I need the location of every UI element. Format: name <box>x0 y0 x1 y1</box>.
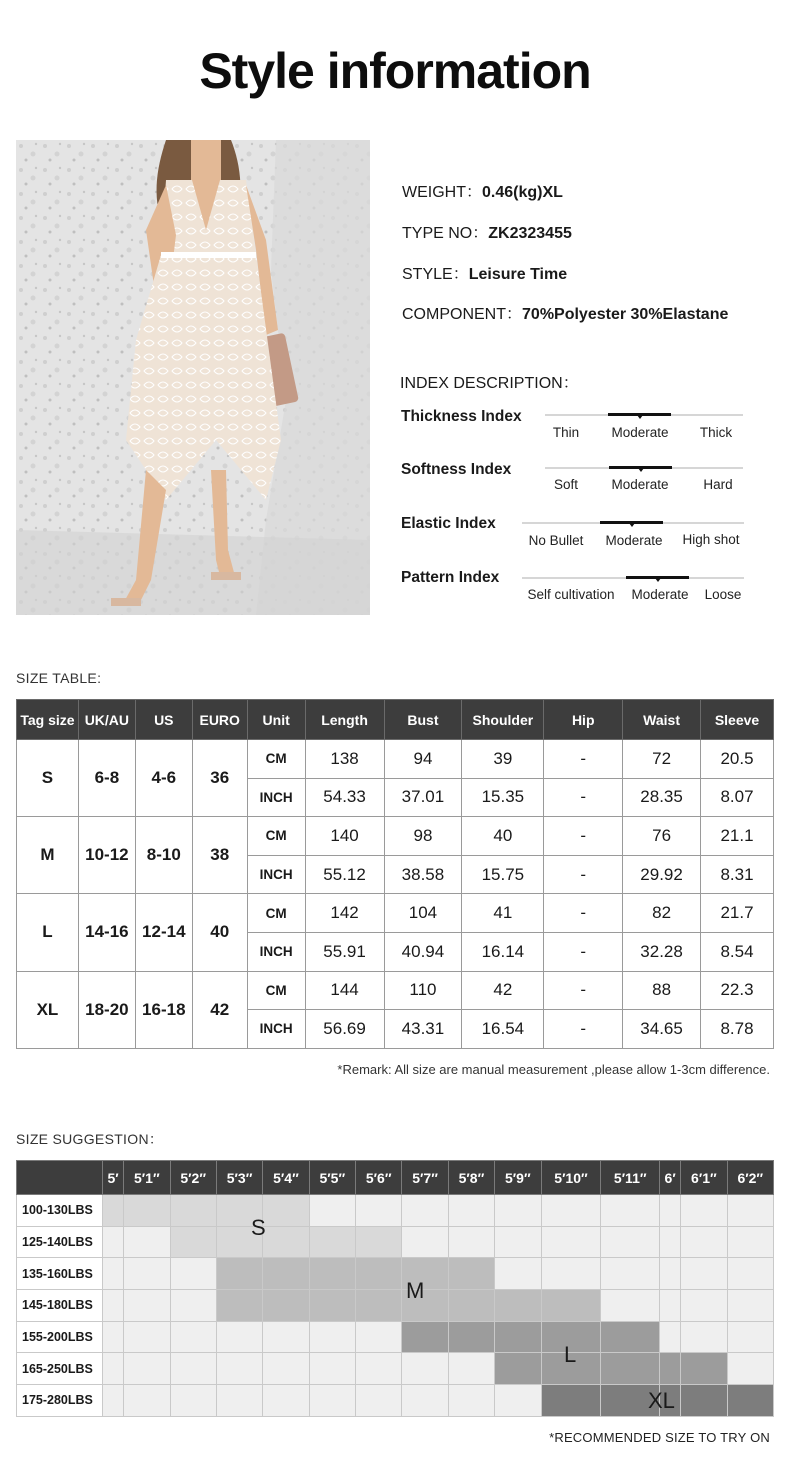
euro-cell: 42 <box>192 971 247 1048</box>
elastic-option-no-bullet: No Bullet <box>528 533 584 548</box>
unit-cell: CM <box>247 817 305 856</box>
weight-row <box>17 1258 774 1290</box>
grid-cell-empty <box>356 1353 402 1385</box>
grid-cell-empty <box>402 1385 448 1417</box>
grid-cell-empty <box>170 1353 216 1385</box>
grid-cell-empty <box>356 1321 402 1353</box>
grid-cell-xl <box>681 1385 727 1417</box>
grid-cell-m <box>448 1290 494 1322</box>
elastic-index-indicator <box>600 521 663 524</box>
size-suggestion-label: SIZE SUGGESTION： <box>16 1131 164 1147</box>
grid-cell-empty <box>124 1321 170 1353</box>
us-cell: 16-18 <box>135 971 192 1048</box>
measure-cell: - <box>544 778 623 817</box>
page-title: Style information <box>199 43 591 99</box>
thickness-option-moderate: Moderate <box>611 425 669 440</box>
grid-cell-l <box>495 1353 541 1385</box>
size-remark: *Remark: All size are manual measurement ,please allow 1-3cm difference. <box>337 1062 770 1077</box>
weight-label: 165-250LBS <box>17 1353 103 1385</box>
grid-cell-empty <box>660 1290 681 1322</box>
grid-cell-empty <box>727 1195 773 1227</box>
grid-cell-empty <box>124 1353 170 1385</box>
pattern-index-indicator <box>626 576 689 579</box>
height-header: 6′2″ <box>727 1161 773 1195</box>
grid-cell-empty <box>448 1385 494 1417</box>
measure-cell: 94 <box>384 740 462 779</box>
grid-cell-empty <box>309 1321 355 1353</box>
type-info <box>402 220 572 243</box>
unit-cell: INCH <box>247 855 305 894</box>
measure-cell: 144 <box>305 971 384 1010</box>
unit-cell: CM <box>247 740 305 779</box>
grid-cell-empty <box>103 1353 124 1385</box>
grid-cell-xl <box>541 1385 601 1417</box>
pattern-option-moderate: Moderate <box>631 587 689 602</box>
grid-cell-empty <box>170 1385 216 1417</box>
grid-cell-empty <box>681 1195 727 1227</box>
us-cell: 8-10 <box>135 817 192 894</box>
thickness-index-indicator <box>608 413 671 416</box>
measure-cell: 98 <box>384 817 462 856</box>
grid-cell-empty <box>727 1353 773 1385</box>
grid-cell-empty <box>309 1353 355 1385</box>
uk-au-cell: 14-16 <box>78 894 135 971</box>
header-euro: EURO <box>192 700 247 740</box>
weight-value: 0.46(kg)XL <box>482 184 563 201</box>
measure-cell: 34.65 <box>623 1010 701 1049</box>
weight-label: 125-140LBS <box>17 1226 103 1258</box>
style-info <box>402 261 567 284</box>
height-header: 5′1″ <box>124 1161 170 1195</box>
measure-cell: 55.91 <box>305 932 384 971</box>
grid-cell-empty <box>103 1290 124 1322</box>
size-table-label: SIZE TABLE: <box>16 670 102 686</box>
grid-cell-empty <box>727 1258 773 1290</box>
softness-index-label: Softness Index <box>401 461 512 478</box>
grid-cell-s <box>356 1226 402 1258</box>
weight-row <box>17 1290 774 1322</box>
grid-cell-empty <box>660 1258 681 1290</box>
grid-cell-s <box>170 1195 216 1227</box>
measure-cell: 37.01 <box>384 778 462 817</box>
weight-row <box>17 1195 774 1227</box>
measure-cell: 88 <box>623 971 701 1010</box>
weight-label: WEIGHT： <box>402 184 482 201</box>
height-header: 5′10″ <box>541 1161 601 1195</box>
weight-row <box>17 1226 774 1258</box>
uk-au-cell: 6-8 <box>78 740 135 817</box>
weight-row <box>17 1353 774 1385</box>
us-cell: 4-6 <box>135 740 192 817</box>
uk-au-cell: 10-12 <box>78 817 135 894</box>
measure-cell: 72 <box>623 740 701 779</box>
height-header: 6′ <box>660 1161 681 1195</box>
measure-cell: 38.58 <box>384 855 462 894</box>
grid-cell-m <box>309 1258 355 1290</box>
measure-cell: 42 <box>462 971 544 1010</box>
grid-cell-empty <box>103 1385 124 1417</box>
softness-option-soft: Soft <box>553 477 579 492</box>
grid-cell-s <box>124 1195 170 1227</box>
grid-cell-m <box>263 1258 309 1290</box>
grid-cell-empty <box>681 1258 727 1290</box>
measure-cell: 56.69 <box>305 1010 384 1049</box>
measure-cell: - <box>544 932 623 971</box>
measure-cell: 43.31 <box>384 1010 462 1049</box>
zone-label-l: L <box>564 1342 577 1367</box>
grid-cell-empty <box>541 1258 601 1290</box>
grid-cell-m <box>541 1290 601 1322</box>
grid-cell-m <box>448 1258 494 1290</box>
header-tag-size: Tag size <box>17 700 79 740</box>
grid-cell-l <box>601 1321 660 1353</box>
header-length: Length <box>305 700 384 740</box>
grid-cell-l <box>495 1321 541 1353</box>
grid-cell-empty <box>402 1226 448 1258</box>
grid-cell-empty <box>124 1385 170 1417</box>
height-header: 5′ <box>103 1161 124 1195</box>
weight-label: 135-160LBS <box>17 1258 103 1290</box>
measure-cell: 39 <box>462 740 544 779</box>
corner-cell <box>17 1161 103 1195</box>
measure-cell: 8.78 <box>701 1010 774 1049</box>
measure-cell: 8.54 <box>701 932 774 971</box>
measure-cell: 28.35 <box>623 778 701 817</box>
grid-cell-empty <box>727 1321 773 1353</box>
grid-cell-m <box>356 1290 402 1322</box>
measure-cell: 8.31 <box>701 855 774 894</box>
grid-cell-empty <box>448 1353 494 1385</box>
header-sleeve: Sleeve <box>701 700 774 740</box>
measure-cell: - <box>544 971 623 1010</box>
pattern-option-loose: Loose <box>704 587 742 602</box>
thickness-option-thin: Thin <box>552 425 580 440</box>
height-header: 6′1″ <box>681 1161 727 1195</box>
measure-cell: 16.54 <box>462 1010 544 1049</box>
weight-label: 100-130LBS <box>17 1195 103 1227</box>
measure-cell: 8.07 <box>701 778 774 817</box>
height-header: 5′11″ <box>601 1161 660 1195</box>
grid-cell-empty <box>402 1353 448 1385</box>
index-description-heading: INDEX DESCRIPTION： <box>400 375 579 392</box>
measure-cell: - <box>544 817 623 856</box>
grid-cell-l <box>601 1353 660 1385</box>
product-photo <box>16 140 370 615</box>
unit-cell: INCH <box>247 778 305 817</box>
size-table <box>16 699 774 1049</box>
measure-cell: 76 <box>623 817 701 856</box>
grid-cell-empty <box>170 1290 216 1322</box>
measure-cell: 138 <box>305 740 384 779</box>
measure-cell: 16.14 <box>462 932 544 971</box>
pattern-index-label: Pattern Index <box>401 569 500 586</box>
grid-cell-empty <box>660 1321 681 1353</box>
grid-cell-empty <box>727 1290 773 1322</box>
grid-cell-empty <box>356 1195 402 1227</box>
grid-cell-s <box>263 1195 309 1227</box>
grid-cell-empty <box>541 1226 601 1258</box>
component-value: 70%Polyester 30%Elastane <box>522 306 729 323</box>
grid-cell-s <box>309 1226 355 1258</box>
measure-cell: - <box>544 740 623 779</box>
measure-cell: 15.35 <box>462 778 544 817</box>
style-value: Leisure Time <box>468 266 568 283</box>
size-row-cm <box>17 740 774 779</box>
euro-cell: 38 <box>192 817 247 894</box>
header-uk-au: UK/AU <box>78 700 135 740</box>
grid-cell-l <box>660 1353 681 1385</box>
grid-cell-empty <box>601 1290 660 1322</box>
height-header: 5′4″ <box>263 1161 309 1195</box>
zone-label-xl: XL <box>648 1388 675 1413</box>
grid-cell-l <box>448 1321 494 1353</box>
grid-cell-empty <box>495 1385 541 1417</box>
grid-cell-empty <box>263 1321 309 1353</box>
grid-cell-s <box>263 1226 309 1258</box>
softness-option-hard: Hard <box>703 477 733 492</box>
grid-cell-empty <box>356 1385 402 1417</box>
unit-cell: INCH <box>247 932 305 971</box>
thickness-option-thick: Thick <box>699 425 733 440</box>
measure-cell: 41 <box>462 894 544 933</box>
grid-cell-empty <box>103 1258 124 1290</box>
grid-cell-empty <box>263 1385 309 1417</box>
grid-cell-empty <box>103 1321 124 1353</box>
component-info <box>402 301 728 324</box>
softness-option-moderate: Moderate <box>611 477 669 492</box>
grid-cell-empty <box>660 1226 681 1258</box>
measure-cell: 82 <box>623 894 701 933</box>
elastic-option-high-shot: High shot <box>682 532 740 547</box>
measure-cell: 21.1 <box>701 817 774 856</box>
pattern-option-self-cultivation: Self cultivation <box>527 587 615 602</box>
measure-cell: 15.75 <box>462 855 544 894</box>
grid-cell-empty <box>681 1226 727 1258</box>
grid-cell-empty <box>103 1226 124 1258</box>
measure-cell: 54.33 <box>305 778 384 817</box>
grid-cell-empty <box>448 1226 494 1258</box>
header-bust: Bust <box>384 700 462 740</box>
tag-size-cell: M <box>17 817 79 894</box>
unit-cell: INCH <box>247 1010 305 1049</box>
size-row-cm <box>17 817 774 856</box>
measure-cell: 32.28 <box>623 932 701 971</box>
unit-cell: CM <box>247 971 305 1010</box>
grid-cell-empty <box>727 1226 773 1258</box>
measure-cell: 104 <box>384 894 462 933</box>
tag-size-cell: L <box>17 894 79 971</box>
grid-cell-empty <box>170 1258 216 1290</box>
weight-label: 145-180LBS <box>17 1290 103 1322</box>
grid-cell-empty <box>448 1195 494 1227</box>
measure-cell: 55.12 <box>305 855 384 894</box>
grid-cell-l <box>402 1321 448 1353</box>
weight-label: 155-200LBS <box>17 1321 103 1353</box>
measure-cell: 40.94 <box>384 932 462 971</box>
grid-cell-empty <box>309 1195 355 1227</box>
grid-cell-empty <box>495 1226 541 1258</box>
grid-cell-empty <box>681 1290 727 1322</box>
height-header: 5′8″ <box>448 1161 494 1195</box>
grid-cell-m <box>309 1290 355 1322</box>
measure-cell: 40 <box>462 817 544 856</box>
grid-cell-empty <box>216 1385 262 1417</box>
dress-model-image <box>16 140 370 615</box>
grid-cell-m <box>216 1290 262 1322</box>
measure-cell: 142 <box>305 894 384 933</box>
measure-cell: - <box>544 1010 623 1049</box>
weight-label: 175-280LBS <box>17 1385 103 1417</box>
grid-cell-empty <box>681 1321 727 1353</box>
grid-cell-empty <box>216 1353 262 1385</box>
grid-cell-empty <box>124 1258 170 1290</box>
euro-cell: 40 <box>192 894 247 971</box>
zone-label-m: M <box>406 1278 425 1303</box>
header-shoulder: Shoulder <box>462 700 544 740</box>
grid-cell-m <box>495 1290 541 1322</box>
measure-cell: 29.92 <box>623 855 701 894</box>
elastic-index-label: Elastic Index <box>401 515 496 532</box>
grid-cell-xl <box>727 1385 773 1417</box>
measure-cell: 22.3 <box>701 971 774 1010</box>
recommended-note: *RECOMMENDED SIZE TO TRY ON <box>549 1430 770 1445</box>
height-header: 5′9″ <box>495 1161 541 1195</box>
header-waist: Waist <box>623 700 701 740</box>
grid-cell-empty <box>495 1195 541 1227</box>
grid-cell-empty <box>402 1195 448 1227</box>
grid-cell-empty <box>601 1258 660 1290</box>
grid-cell-empty <box>170 1321 216 1353</box>
elastic-option-moderate: Moderate <box>605 533 663 548</box>
height-header: 5′2″ <box>170 1161 216 1195</box>
size-table-header <box>17 700 774 740</box>
suggestion-header <box>17 1161 774 1195</box>
softness-index-indicator <box>609 466 672 469</box>
measure-cell: 140 <box>305 817 384 856</box>
size-row-cm <box>17 894 774 933</box>
us-cell: 12-14 <box>135 894 192 971</box>
grid-cell-empty <box>124 1290 170 1322</box>
measure-cell: - <box>544 894 623 933</box>
euro-cell: 36 <box>192 740 247 817</box>
grid-cell-empty <box>309 1385 355 1417</box>
grid-cell-empty <box>601 1226 660 1258</box>
weight-row <box>17 1321 774 1353</box>
measure-cell: - <box>544 855 623 894</box>
grid-cell-m <box>263 1290 309 1322</box>
header-hip: Hip <box>544 700 623 740</box>
grid-cell-l <box>681 1353 727 1385</box>
style-label: STYLE： <box>402 266 469 283</box>
grid-cell-empty <box>495 1258 541 1290</box>
thickness-index-label: Thickness Index <box>401 408 522 425</box>
grid-cell-empty <box>541 1195 601 1227</box>
unit-cell: CM <box>247 894 305 933</box>
grid-cell-empty <box>660 1195 681 1227</box>
size-suggestion-grid <box>16 1160 774 1417</box>
grid-cell-empty <box>263 1353 309 1385</box>
header-unit: Unit <box>247 700 305 740</box>
height-header: 5′6″ <box>356 1161 402 1195</box>
grid-cell-s <box>103 1195 124 1227</box>
size-row-cm <box>17 971 774 1010</box>
zone-label-s: S <box>251 1215 266 1240</box>
height-header: 5′5″ <box>309 1161 355 1195</box>
weight-info <box>402 179 563 202</box>
grid-cell-m <box>356 1258 402 1290</box>
type-label: TYPE NO： <box>402 225 489 242</box>
type-value: ZK2323455 <box>488 225 572 242</box>
grid-cell-empty <box>124 1226 170 1258</box>
uk-au-cell: 18-20 <box>78 971 135 1048</box>
measure-cell: 21.7 <box>701 894 774 933</box>
height-header: 5′7″ <box>402 1161 448 1195</box>
grid-cell-empty <box>216 1321 262 1353</box>
measure-cell: 20.5 <box>701 740 774 779</box>
grid-cell-s <box>170 1226 216 1258</box>
measure-cell: 110 <box>384 971 462 1010</box>
header-us: US <box>135 700 192 740</box>
height-header: 5′3″ <box>216 1161 262 1195</box>
tag-size-cell: S <box>17 740 79 817</box>
tag-size-cell: XL <box>17 971 79 1048</box>
grid-cell-m <box>216 1258 262 1290</box>
component-label: COMPONENT： <box>402 306 523 323</box>
grid-cell-empty <box>601 1195 660 1227</box>
